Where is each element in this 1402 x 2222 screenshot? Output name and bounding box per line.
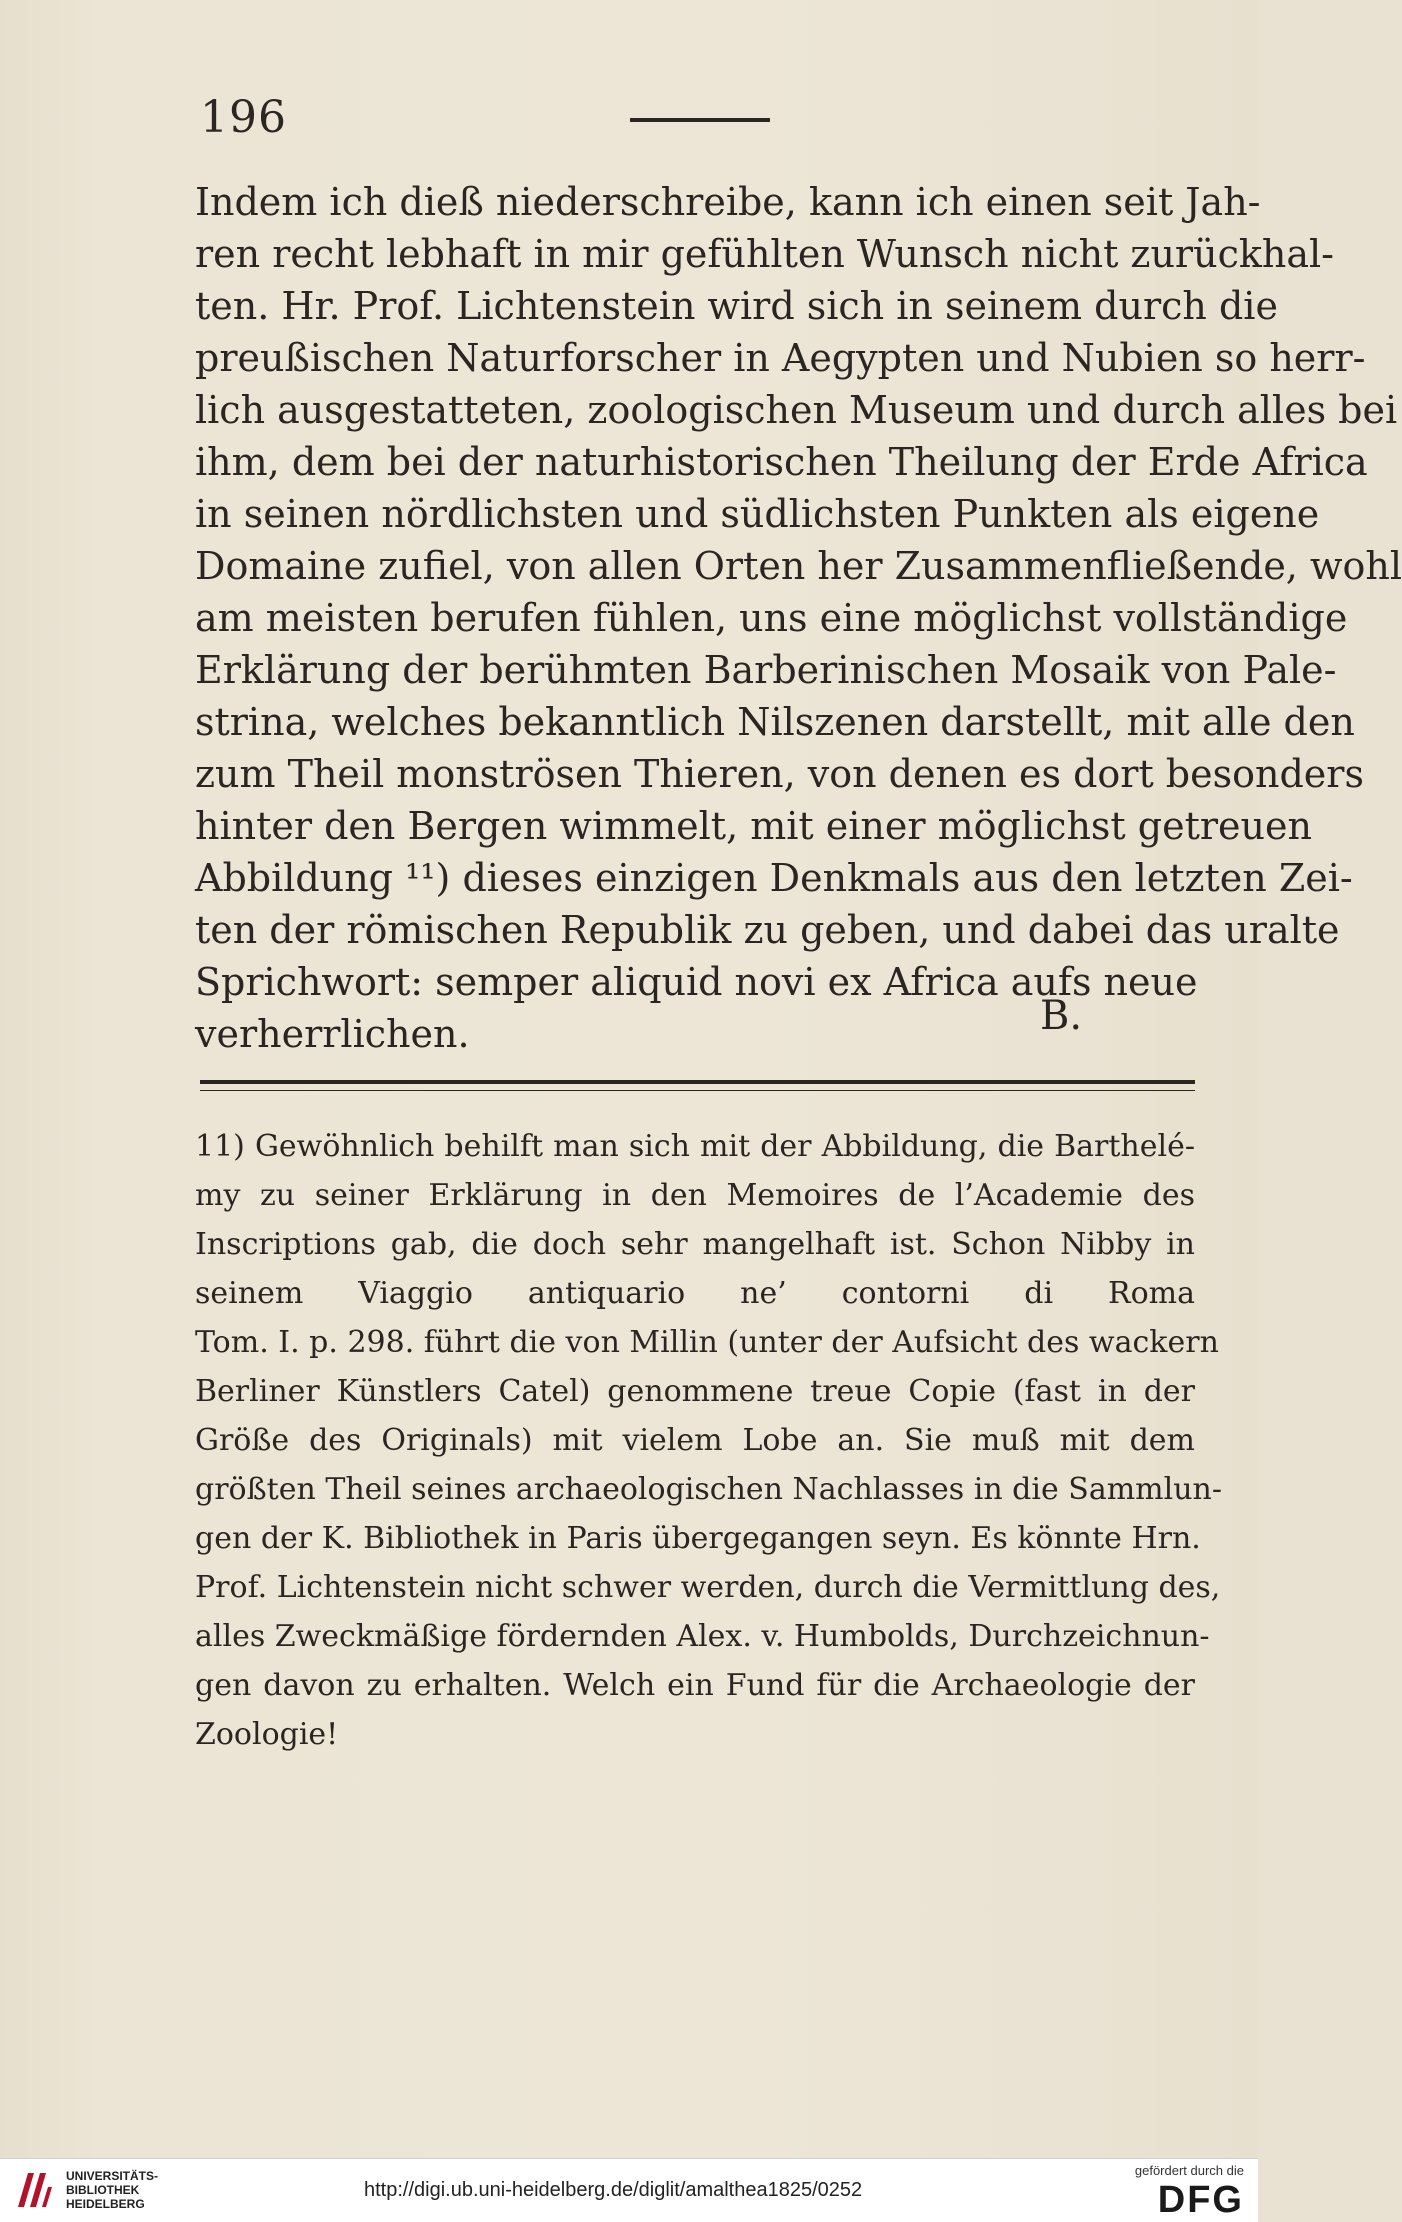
viewer-footer [0, 2158, 1258, 2222]
text-line: Sprichwort: semper aliquid novi ex Africa aufs neue [195, 960, 1198, 1004]
university-library-logo [14, 2169, 56, 2211]
footnote-line: seinem Viaggio antiquario ne’ contorni di Roma [195, 1276, 1195, 1311]
footnote-line: gen der K. Bibliothek in Paris übergegangen seyn. Es könnte Hrn. [195, 1521, 1201, 1556]
footnote-line: Zoologie! [195, 1717, 339, 1752]
footnote-line: Tom. I. p. 298. führt die von Millin (unter der Aufsicht des wackern [195, 1325, 1219, 1360]
text-line: verherrlichen. [195, 1012, 470, 1056]
text-line: in seinen nördlichsten und südlichsten Punkten als eigene [195, 492, 1320, 536]
footnote-line: größten Theil seines archaeologischen Nachlasses in die Sammlun- [195, 1472, 1222, 1507]
footnote-line: Größe des Originals) mit vielem Lobe an. Sie muß mit dem [195, 1423, 1195, 1458]
text-line: ten. Hr. Prof. Lichtenstein wird sich in seinem durch die [195, 284, 1278, 328]
footnote-line: 11) Gewöhnlich behilft man sich mit der Abbildung, die Barthelé- [195, 1129, 1195, 1164]
text-line: Abbildung ¹¹) dieses einzigen Denkmals aus den letzten Zei- [195, 856, 1353, 900]
section-divider-thick [200, 1080, 1195, 1084]
footnote [195, 1122, 1222, 1759]
header-rule [630, 118, 770, 122]
footnote-line: Prof. Lichtenstein nicht schwer werden, durch die Vermittlung des, [195, 1570, 1221, 1605]
text-line: am meisten berufen fühlen, uns eine möglichst vollständige [195, 596, 1348, 640]
main-text [195, 176, 1402, 1060]
page-header [190, 92, 1210, 152]
text-line: Domaine zufiel, von allen Orten her Zusammenfließende, wohl [195, 544, 1402, 588]
institution-name-line: BIBLIOTHEK [66, 2183, 140, 2197]
footnote-line: Berliner Künstlers Catel) genommene treue Copie (fast in der [195, 1374, 1195, 1409]
text-line: strina, welches bekanntlich Nilszenen darstellt, mit alle den [195, 700, 1355, 744]
footnote-line: gen davon zu erhalten. Welch ein Fund für die Archaeologie der [195, 1668, 1195, 1703]
footnote-line: Inscriptions gab, die doch sehr mangelhaft ist. Schon Nibby in [195, 1227, 1195, 1262]
text-line: ihm, dem bei der naturhistorischen Theilung der Erde Africa [195, 440, 1368, 484]
institution-name-line: HEIDELBERG [66, 2197, 145, 2211]
text-line: Erklärung der berühmten Barberinischen Mosaik von Pale- [195, 648, 1337, 692]
text-line: ren recht lebhaft in mir gefühlten Wunsch nicht zurückhal- [195, 232, 1334, 276]
text-line: hinter den Bergen wimmelt, mit einer möglichst getreuen [195, 804, 1312, 848]
institution-name-line: UNIVERSITÄTS- [66, 2169, 159, 2183]
permalink-url[interactable]: http://digi.ub.uni-heidelberg.de/diglit/amalthea1825/0252 [364, 2179, 863, 2201]
text-line: Indem ich dieß niederschreibe, kann ich einen seit Jah- [195, 180, 1261, 224]
author-signature: B. [1040, 993, 1083, 1039]
institution-name [66, 2169, 158, 2211]
text-line: lich ausgestatteten, zoologischen Museum und durch alles bei [195, 388, 1398, 432]
dfg-logo: DFG [1157, 2179, 1244, 2221]
text-line: zum Theil monströsen Thieren, von denen es dort besonders [195, 752, 1364, 796]
footnote-line: alles Zweckmäßige fördernden Alex. v. Humbolds, Durchzeichnun- [195, 1619, 1210, 1654]
page-number: 196 [200, 92, 287, 143]
footnote-line: my zu seiner Erklärung in den Memoires de l’Academie des [195, 1178, 1195, 1213]
text-line: preußischen Naturforscher in Aegypten und Nubien so herr- [195, 336, 1366, 380]
funding-note: gefördert durch die [1134, 2163, 1244, 2178]
section-divider-thin [200, 1090, 1195, 1091]
text-line: ten der römischen Republik zu geben, und dabei das uralte [195, 908, 1340, 952]
